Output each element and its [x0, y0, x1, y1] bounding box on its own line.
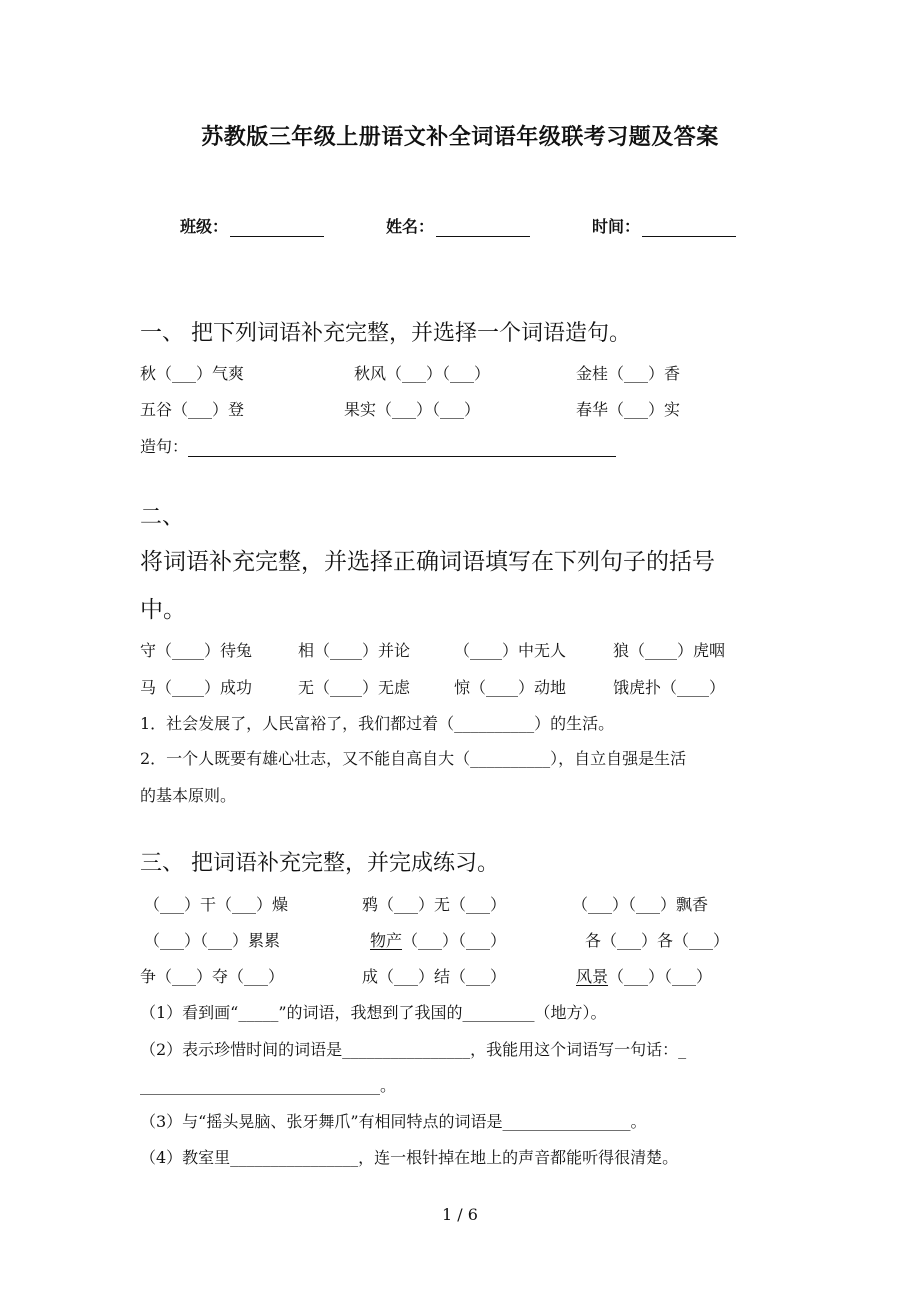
s2-idiom-7: 惊（____）动地	[454, 678, 567, 697]
document-title: 苏教版三年级上册语文补全词语年级联考习题及答案	[201, 125, 719, 150]
section-2-number: 二、	[140, 505, 185, 530]
time-blank[interactable]	[642, 220, 736, 237]
s1-word-3: 金桂（___）香	[576, 364, 681, 383]
s3-word-5-underlined: 物产	[370, 931, 403, 950]
s3-word-3: （___）（___）飘香	[572, 895, 709, 914]
s3-question-4: （4）教室里________________，连一根针掉在地上的声音都能听得很清楚。	[140, 1148, 679, 1167]
s1-word-2: 秋风（___）（___）	[354, 364, 491, 383]
time-label: 时间：	[592, 217, 641, 236]
s2-idiom-6: 无（____）无虑	[298, 678, 411, 697]
s2-idiom-1: 守（____）待兔	[140, 641, 253, 660]
s1-word-5: 果实（___）（___）	[344, 400, 481, 419]
time-field	[592, 214, 736, 237]
s3-word-9-blanks: （___）（___）	[608, 967, 713, 986]
page-number: 1 / 6	[442, 1205, 478, 1224]
s2-question-2-line-2: 的基本原则。	[140, 786, 237, 805]
s2-idiom-2: 相（____）并论	[298, 641, 411, 660]
s3-word-5	[370, 928, 506, 951]
section-2-heading-line-2: 中。	[140, 597, 186, 623]
s3-word-6: 各（___）各（___）	[585, 931, 730, 950]
s3-word-1: （___）干（___）燥	[144, 895, 289, 914]
section-3-heading: 三、 把词语补充完整，并完成练习。	[140, 851, 499, 876]
sentence-label: 造句：	[140, 437, 189, 456]
class-field	[180, 214, 324, 237]
s1-word-6: 春华（___）实	[576, 400, 681, 419]
s2-idiom-5: 马（____）成功	[140, 678, 253, 697]
class-blank[interactable]	[230, 220, 324, 237]
name-label: 姓名：	[386, 217, 435, 236]
s2-question-2-line-1: 2．一个人既要有雄心壮志，又不能自高自大（__________），自立自强是生活	[140, 749, 687, 768]
s3-word-7: 争（___）夺（___）	[140, 967, 285, 986]
s2-question-1: 1．社会发展了，人民富裕了，我们都过着（__________）的生活。	[140, 714, 615, 733]
class-label: 班级：	[180, 217, 229, 236]
s3-word-8: 成（___）结（___）	[362, 967, 507, 986]
s3-question-2-line-2: ______________________________。	[140, 1076, 397, 1095]
s3-word-9	[576, 964, 712, 987]
s3-word-2: 鸦（___）无（___）	[362, 895, 507, 914]
section-2-heading-line-1: 将词语补充完整，并选择正确词语填写在下列句子的括号	[140, 549, 715, 575]
s1-word-1: 秋（___）气爽	[140, 364, 245, 383]
name-blank[interactable]	[436, 220, 530, 237]
sentence-blank[interactable]	[188, 442, 616, 457]
s3-word-4: （___）（___）累累	[144, 931, 281, 950]
s3-word-5-blanks: （___）（___）	[402, 931, 507, 950]
s2-idiom-8: 饿虎扑（____）	[613, 678, 726, 697]
s2-idiom-4: 狼（____）虎咽	[613, 641, 726, 660]
s3-question-1: （1）看到画“_____”的词语，我想到了我国的_________（地方）。	[140, 1003, 607, 1022]
s3-word-9-underlined: 风景	[576, 967, 609, 986]
section-1-heading: 一、 把下列词语补充完整，并选择一个词语造句。	[140, 321, 631, 346]
s3-question-3: （3）与“摇头晃脑、张牙舞爪”有相同特点的词语是________________。	[140, 1112, 647, 1131]
s1-word-4: 五谷（___）登	[140, 400, 245, 419]
s2-idiom-3: （____）中无人	[454, 641, 567, 660]
name-field	[386, 214, 530, 237]
s3-question-2-line-1: （2）表示珍惜时间的词语是________________，我能用这个词语写一句话：_	[140, 1040, 687, 1059]
s1-sentence	[140, 434, 616, 457]
